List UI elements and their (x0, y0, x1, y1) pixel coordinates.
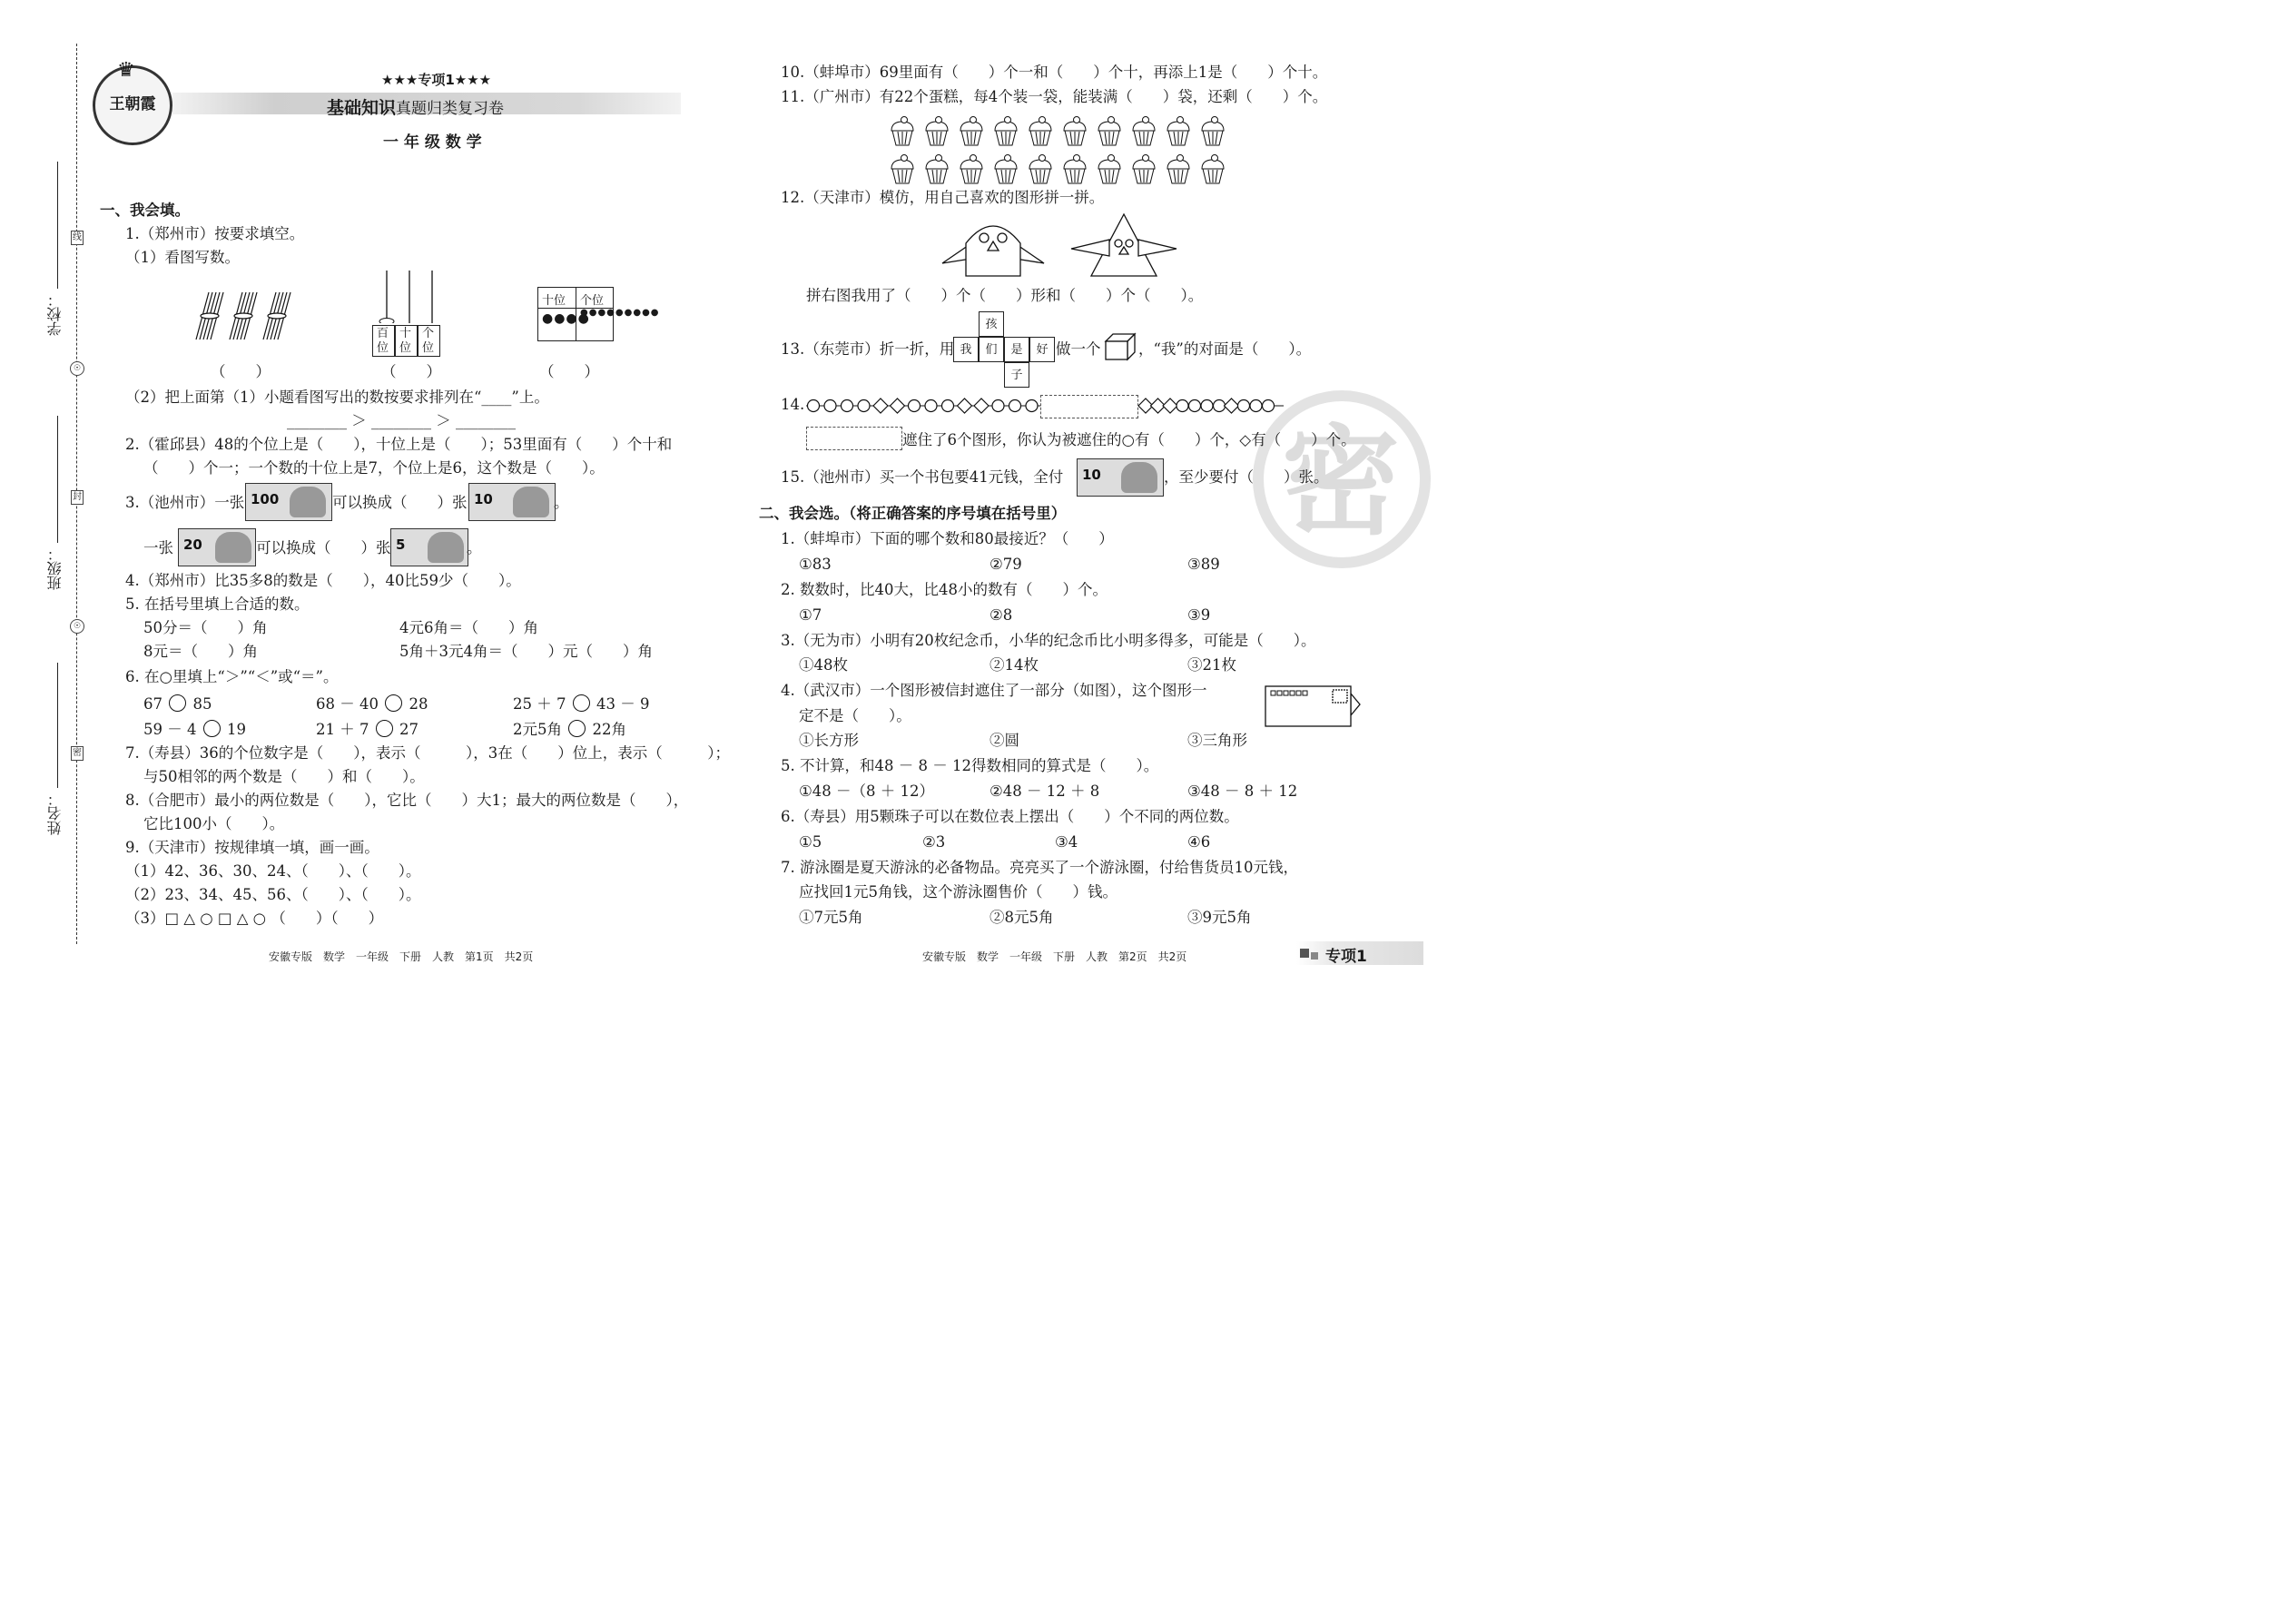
s2-q1-opt: ①83 (799, 556, 832, 573)
footer-tag-bar (1296, 941, 1423, 965)
s2-q7-opt: ②8元5角 (989, 909, 1054, 926)
s2-q6: 6.（寿县）用5颗珠子可以在数位表上摆出（ ）个不同的两位数。 (781, 808, 1239, 825)
q8-line1: 8.（合肥市）最小的两位数是（ ），它比（ ）大1；最大的两位数是（ ）， (125, 792, 689, 809)
q6-item: 59 － 4 19 (143, 721, 246, 738)
cupcake-icon (1098, 117, 1120, 146)
q1-answer-sticks[interactable]: （ ） (211, 363, 271, 380)
q12: 12.（天津市）模仿，用自己喜欢的图形拼一拼。 (781, 189, 1105, 206)
q5: 5. 在括号里填上合适的数。 (125, 595, 310, 613)
q7-line2: 与50相邻的两个数是（ ）和（ ）。 (143, 768, 425, 785)
q6-item: 2元5角 22角 (513, 721, 626, 738)
cupcakes-figure (886, 113, 1231, 187)
covered-box (1040, 395, 1138, 418)
s2-q5-opt: ②48 － 12 ＋ 8 (989, 782, 1100, 800)
q15-a: 15.（池州市）买一个书包要41元钱，全付 (781, 468, 1064, 486)
q4: 4.（郑州市）比35多8的数是（ ），40比59少（ ）。 (125, 572, 521, 589)
cupcake-icon (1202, 155, 1224, 184)
q10: 10.（蚌埠市）69里面有（ ）个一和（ ）个十，再添上1是（ ）个十。 (781, 64, 1328, 81)
chain-circle (842, 400, 853, 412)
s2-q1-opt: ③89 (1187, 556, 1220, 573)
cupcake-icon (1029, 117, 1051, 146)
bird-shape-figure (939, 212, 1048, 280)
banknote-10-image: 10 (468, 483, 556, 521)
brand-logo (93, 59, 172, 145)
q2-line2: （ ）个一；一个数的十位上是7，个位上是6，这个数是（ ）。 (143, 459, 605, 477)
s2-q3-opt: ③21枚 (1187, 656, 1236, 674)
compare-circle[interactable] (169, 694, 186, 712)
q3-b: 可以换成（ ）张 (332, 494, 468, 511)
header-tag: ★★★专项1★★★ (381, 72, 492, 88)
q3-e: 可以换成（ ）张 (256, 539, 391, 556)
q3-d: 一张 (143, 539, 173, 556)
s2-q2-opt: ①7 (799, 606, 822, 624)
s2-q7-line2: 应找回1元5角钱，这个游泳圈售价（ ）钱。 (799, 883, 1117, 901)
class-field[interactable] (57, 416, 58, 543)
s2-q6-opt: ①5 (799, 833, 822, 851)
banknote-10-image: 10 (1077, 458, 1164, 497)
net-cell: 孩 (979, 311, 1004, 337)
page-subtitle: 一 年 级 数 学 (383, 133, 482, 152)
s2-q3: 3.（无为市）小明有20枚纪念币，小华的纪念币比小明多得多，可能是（ ）。 (781, 632, 1316, 649)
q9-3: （3）□ △ ○ □ △ ○ （ ）（ ） (125, 910, 384, 927)
chain-circle (925, 400, 937, 412)
s2-q5: 5. 不计算，和48 － 8 － 12得数相同的算式是（ ）。 (781, 757, 1159, 774)
net-cell: 好 (1029, 337, 1055, 362)
cupcake-icon (1064, 155, 1086, 184)
s2-q4-opt: ②圆 (989, 732, 1019, 749)
tens-dots: ●●●● (542, 311, 590, 326)
cupcake-icon (1167, 117, 1189, 146)
chain-diamond (873, 399, 888, 413)
chain-circle (942, 400, 954, 412)
s2-q5-opt: ③48 － 8 ＋ 12 (1187, 782, 1298, 800)
chain-circle (1250, 400, 1262, 412)
binding-knot-icon: ☉ (70, 619, 84, 634)
q7-line1: 7.（寿县）36的个位数字是（ ），表示（ ），3在（ ）位上，表示（ ）； (125, 744, 730, 762)
s2-q1-opt: ②79 (989, 556, 1022, 573)
chain-circle (1238, 400, 1250, 412)
cover-note-box (806, 427, 902, 450)
stick-bundles-figure (186, 289, 304, 345)
page-title (327, 94, 504, 119)
q3-a: 3.（池州市）一张 (125, 494, 245, 511)
q9-2: （2）23、34、45、56、（ ）、（ ）。 (125, 886, 421, 903)
footer-square-icon (1311, 952, 1318, 960)
cupcake-icon (926, 155, 948, 184)
cupcake-icon (995, 117, 1017, 146)
s2-q4-opt: ③三角形 (1187, 732, 1247, 749)
triangle-bird-figure (1068, 212, 1180, 280)
cupcake-icon (960, 117, 982, 146)
table-header-ones: 个位 (580, 294, 605, 308)
banknote-100-image: 100 (245, 483, 332, 521)
q13-a: 13.（东莞市）折一折，用 (781, 340, 955, 358)
name-label: 姓名： (46, 792, 64, 835)
cupcake-icon (891, 155, 913, 184)
s2-q2-opt: ③9 (1187, 606, 1211, 624)
q13-b: 做一个 (1056, 340, 1101, 358)
net-cell: 我 (953, 337, 979, 362)
chain-circle (1177, 400, 1188, 412)
section2-title: 二、我会选。（将正确答案的序号填在括号里） (759, 505, 1067, 522)
cupcake-icon (1167, 155, 1189, 184)
footer-right: 安徽专版 数学 一年级 下册 人教 第2页 共2页 (922, 950, 1187, 963)
s2-q2-opt: ②8 (989, 606, 1013, 624)
s2-q5-opt: ①48 －（8 ＋ 12） (799, 782, 935, 800)
q11: 11.（广州市）有22个蛋糕，每4个装一袋，能装满（ ）袋，还剩（ ）个。 (781, 88, 1328, 105)
s2-q6-opt: ③4 (1055, 833, 1078, 851)
stick-bundle (196, 292, 223, 340)
chain-diamond (1225, 399, 1239, 413)
stick-bundle (230, 292, 257, 340)
seal-mark-seal: 封 (71, 490, 84, 505)
q6-item: 21 ＋ 7 27 (316, 721, 418, 738)
cupcake-icon (1202, 117, 1224, 146)
q6-item: 67 85 (143, 695, 212, 713)
banknote-5-image: 5 (390, 528, 468, 566)
name-field[interactable] (57, 663, 58, 788)
q2-line1: 2.（霍邱县）48的个位上是（ ），十位上是（ ）；53里面有（ ）个十和 (125, 436, 673, 453)
banknote-20-image: 20 (178, 528, 256, 566)
abacus-figure (368, 269, 458, 323)
section1-title: 一、我会填。 (100, 202, 190, 219)
chain-circle (1201, 400, 1213, 412)
footer-tag: 专项1 (1325, 948, 1367, 966)
binding-knot-icon: ☉ (70, 361, 84, 376)
abacus-column-ones: 个位 (418, 325, 440, 357)
q9: 9.（天津市）按规律填一填，画一画。 (125, 839, 379, 856)
q5-item: 50分＝（ ）角 (143, 619, 268, 636)
seal-mark-secret: 密 (71, 746, 84, 761)
cupcake-icon (1064, 117, 1086, 146)
seal-mark-line: 线 (71, 231, 84, 245)
q8-line2: 它比100小（ ）。 (143, 815, 285, 832)
q14-b: 遮住了6个图形，你认为被遮住的○有（ ）个，◇有（ ）个。 (902, 431, 1356, 448)
net-cell: 们 (979, 337, 1004, 362)
abacus-column-hundreds: 百位 (372, 325, 395, 357)
q5-item: 5角＋3元4角＝（ ）元（ ）角 (399, 643, 653, 660)
cupcake-icon (926, 117, 948, 146)
compare-circle[interactable] (203, 720, 221, 737)
cupcake-icon (960, 155, 982, 184)
compare-circle[interactable] (568, 720, 586, 737)
cupcake-icon (1098, 155, 1120, 184)
chain-circle (1189, 400, 1201, 412)
envelope-icon (1264, 684, 1364, 728)
compare-circle[interactable] (573, 694, 590, 712)
s2-q3-opt: ①48枚 (799, 656, 848, 674)
stick-bundle (263, 292, 290, 340)
chain-diamond (891, 399, 905, 413)
q15-b: ，至少要付（ ）张。 (1164, 468, 1329, 486)
q1-order-blanks[interactable]: ________ ＞ ________ ＞ ________ (287, 412, 516, 429)
q6-item: 25 ＋ 7 43 － 9 (513, 695, 650, 713)
chain-diamond (958, 399, 972, 413)
place-value-table (537, 287, 660, 341)
s2-q4-opt: ①长方形 (799, 732, 859, 749)
class-label: 班级： (46, 546, 64, 590)
school-field[interactable] (57, 162, 58, 289)
footer-left: 安徽专版 数学 一年级 下册 人教 第1页 共2页 (269, 950, 534, 963)
q1-answer-table[interactable]: （ ） (539, 363, 599, 380)
chain-circle (1009, 400, 1021, 412)
s2-q6-opt: ④6 (1187, 833, 1211, 851)
q1-1: （1）看图写数。 (125, 249, 240, 266)
net-cell: 子 (1004, 362, 1029, 388)
q1-title: 1.（郑州市）按要求填空。 (125, 225, 305, 242)
s2-q7-opt: ①7元5角 (799, 909, 863, 926)
q12-answer: 拼右图我用了（ ）个（ ）形和（ ）个（ ）。 (806, 287, 1204, 304)
abacus-column-tens: 十位 (395, 325, 418, 357)
s2-q4-line1: 4.（武汉市）一个图形被信封遮住了一部分（如图），这个图形一 (781, 682, 1207, 699)
table-header-tens: 十位 (542, 294, 566, 308)
s2-q2: 2. 数数时，比40大，比48小的数有（ ）个。 (781, 581, 1108, 598)
q1-2: （2）把上面第（1）小题看图写出的数按要求排列在“____”上。 (125, 389, 549, 406)
q5-item: 4元6角＝（ ）角 (399, 619, 538, 636)
cupcake-icon (1029, 155, 1051, 184)
chain-diamond (1163, 399, 1177, 413)
brand-name: 王朝霞 (109, 95, 156, 113)
s2-q6-opt: ②3 (922, 833, 946, 851)
ones-dots: ●●●●●●●●● (580, 308, 660, 318)
chain-circle (858, 400, 870, 412)
school-label: 学校： (46, 292, 64, 336)
chain-circle (1263, 400, 1275, 412)
q5-item: 8元＝（ ）角 (143, 643, 258, 660)
cube-icon (1104, 332, 1137, 361)
q9-1: （1）42、36、30、24、（ ）、（ ）。 (125, 862, 421, 880)
title-bold: 基础知识 (327, 98, 397, 118)
chain-diamond (974, 399, 989, 413)
cupcake-icon (891, 117, 913, 146)
s2-q3-opt: ②14枚 (989, 656, 1039, 674)
net-cell: 是 (1004, 337, 1029, 362)
s2-q7-opt: ③9元5角 (1187, 909, 1252, 926)
q3-c: 。 (554, 494, 569, 511)
watermark-text: 密 (1282, 413, 1401, 551)
q1-answer-abacus[interactable]: （ ） (381, 363, 441, 380)
chain-circle (1214, 400, 1226, 412)
chain-circle (808, 400, 820, 412)
q6: 6. 在○里填上“＞”“＜”或“＝”。 (125, 668, 339, 685)
q6-item: 68 － 40 28 (316, 695, 428, 713)
crown-icon: ♛ (117, 59, 135, 82)
chain-circle (992, 400, 1004, 412)
chain-circle (1026, 400, 1038, 412)
q3-f: 。 (467, 539, 482, 556)
s2-q7-line1: 7. 游泳圈是夏天游泳的必备物品。亮亮买了一个游泳圈，付给售货员10元钱， (781, 859, 1298, 876)
q14-a: 14. (781, 396, 805, 413)
s2-q1: 1.（蚌埠市）下面的哪个数和80最接近？（ ） (781, 530, 1114, 547)
cupcake-icon (1133, 155, 1155, 184)
chain-circle (824, 400, 836, 412)
cupcake-icon (995, 155, 1017, 184)
s2-q4-line2: 定不是（ ）。 (799, 707, 911, 724)
footer-square-icon (1300, 949, 1309, 958)
compare-circle[interactable] (385, 694, 402, 712)
cupcake-icon (1133, 117, 1155, 146)
chain-circle (909, 400, 921, 412)
compare-circle[interactable] (376, 720, 393, 737)
title-rest: 真题归类复习卷 (396, 100, 505, 118)
q13-c: ，“我”的对面是（ ）。 (1138, 340, 1312, 358)
